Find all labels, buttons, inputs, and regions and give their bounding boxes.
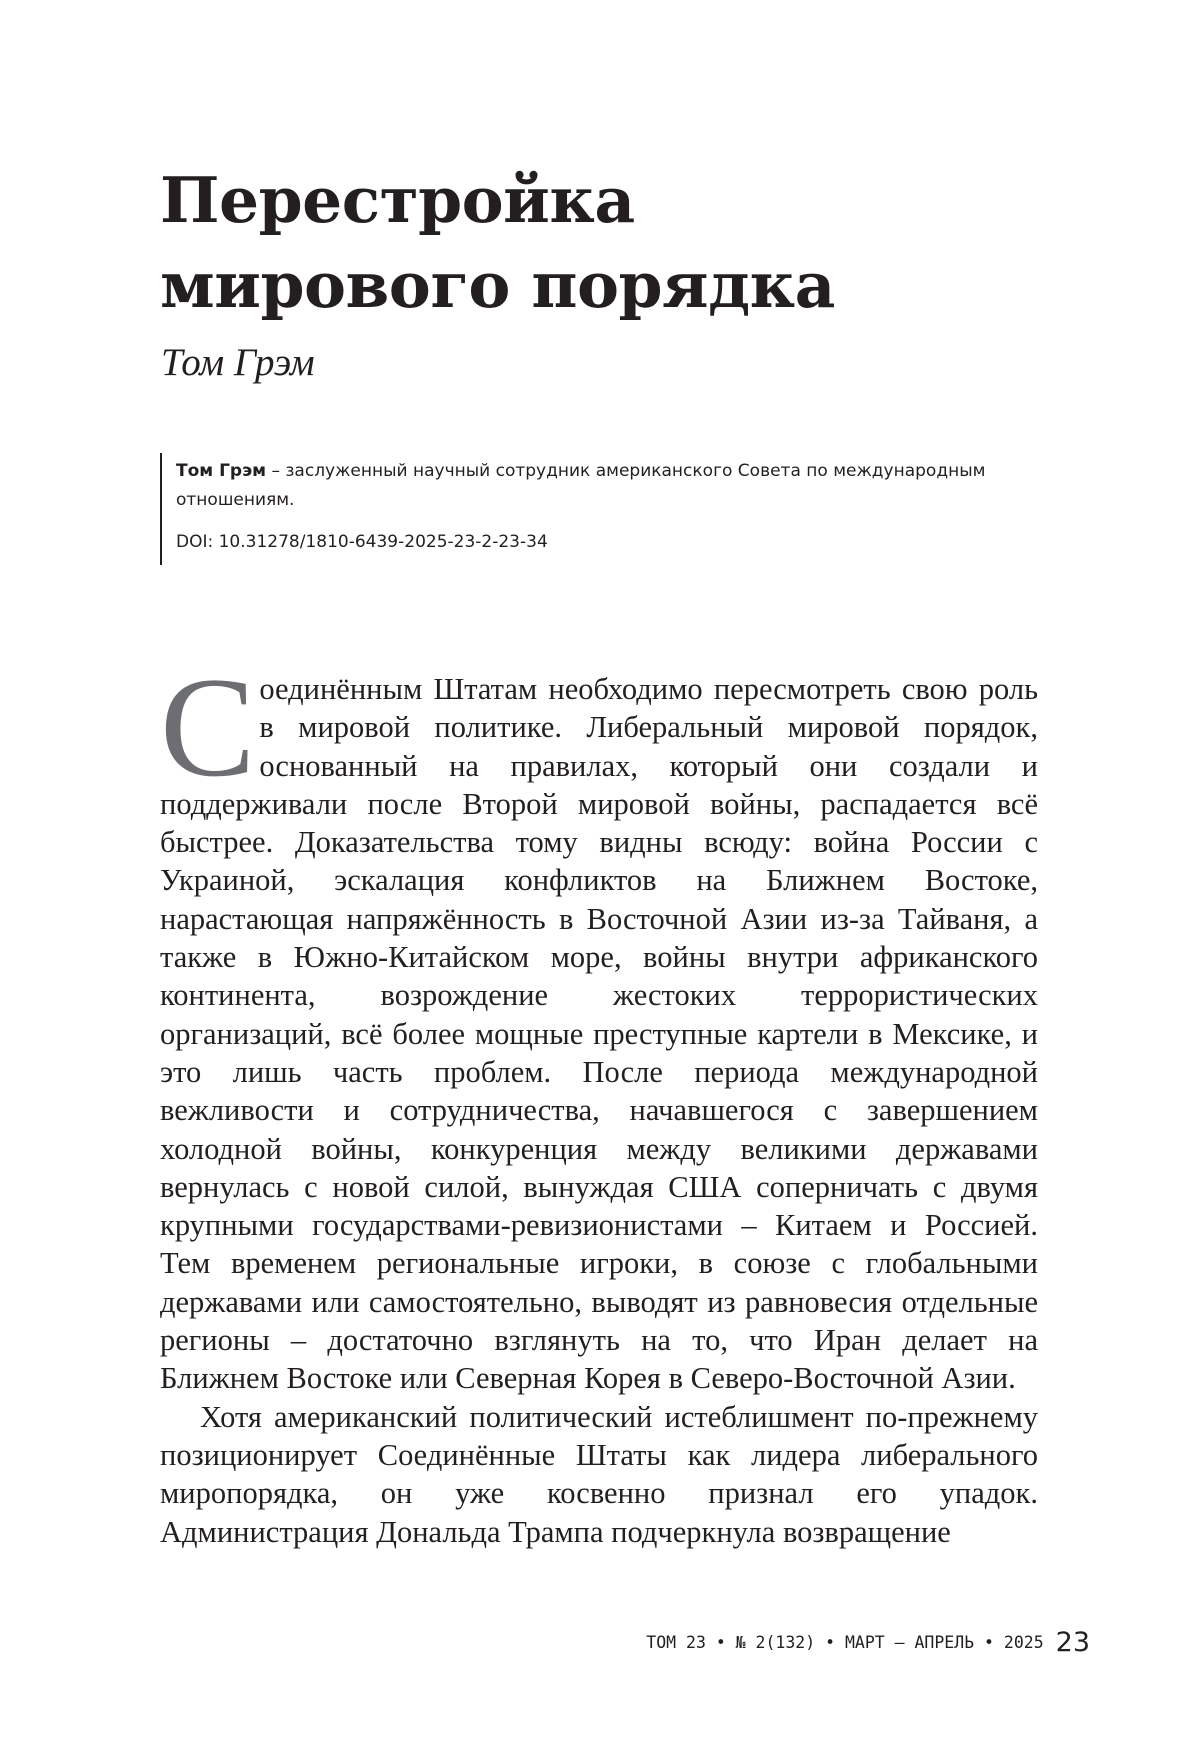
article-author: Том Грэм xyxy=(161,339,315,387)
issue-info: ТОМ 23 • № 2(132) • МАРТ – АПРЕЛЬ • 2025 xyxy=(646,1633,1043,1652)
title-line-2: мирового порядка xyxy=(160,248,835,322)
article-title xyxy=(160,158,1060,328)
author-bio-name: Том Грэм xyxy=(176,461,266,481)
title-line-1: Перестройка xyxy=(160,163,635,237)
article-body xyxy=(160,670,1038,1551)
doi: DOI: 10.31278/1810-6439-2025-23-2-23-34 xyxy=(176,530,1045,554)
paragraph-1 xyxy=(160,670,1038,1398)
author-bio xyxy=(176,453,1045,515)
page-footer xyxy=(646,1628,1090,1658)
author-bio-description: – заслуженный научный сотрудник американского Совета по международным отношениям. xyxy=(176,461,985,510)
page-number: 23 xyxy=(1056,1627,1090,1658)
paragraph-1-text: оединённым Штатам необходимо пересмотреть свою роль в мировой политике. Либеральный мировой порядок, основанный на правилах, который они создали и поддерживали после Второй мировой войны, распадается всё быстрее. Доказательства тому видны всюду: война России с Украиной, эскалация конфликтов на Ближнем Востоке, нарастающая напряжённость в Восточной Азии из-за Тайваня, а также в Южно-Китайском море, войны внутри африканского континента, возрождение жестоких террористических организаций, всё более мощные преступные картели в Мексике, и это лишь часть проблем. После периода международной вежливости и сотрудничества, начавшегося с завершением холодной войны, конкуренция между великими державами вернулась с новой силой, вынуждая США соперничать с двумя крупными государствами-ревизионистами – Китаем и Россией. Тем временем региональные игроки, в союзе с глобальными державами или самостоятельно, выводят из равновесия отдельные регионы – достаточно взглянуть на то, что Иран делает на Ближнем Востоке или Северная Корея в Северо-Восточной Азии. xyxy=(160,672,1038,1395)
author-info-box xyxy=(160,453,1045,565)
drop-cap: С xyxy=(160,672,255,784)
paragraph-2: Хотя американский политический истеблишмент по-прежнему позиционирует Соединённые Штаты как лидера либерального миропорядка, он уже косвенно признал его упадок. Администрация Дональда Трампа подчеркнула возвращение xyxy=(160,1398,1038,1551)
